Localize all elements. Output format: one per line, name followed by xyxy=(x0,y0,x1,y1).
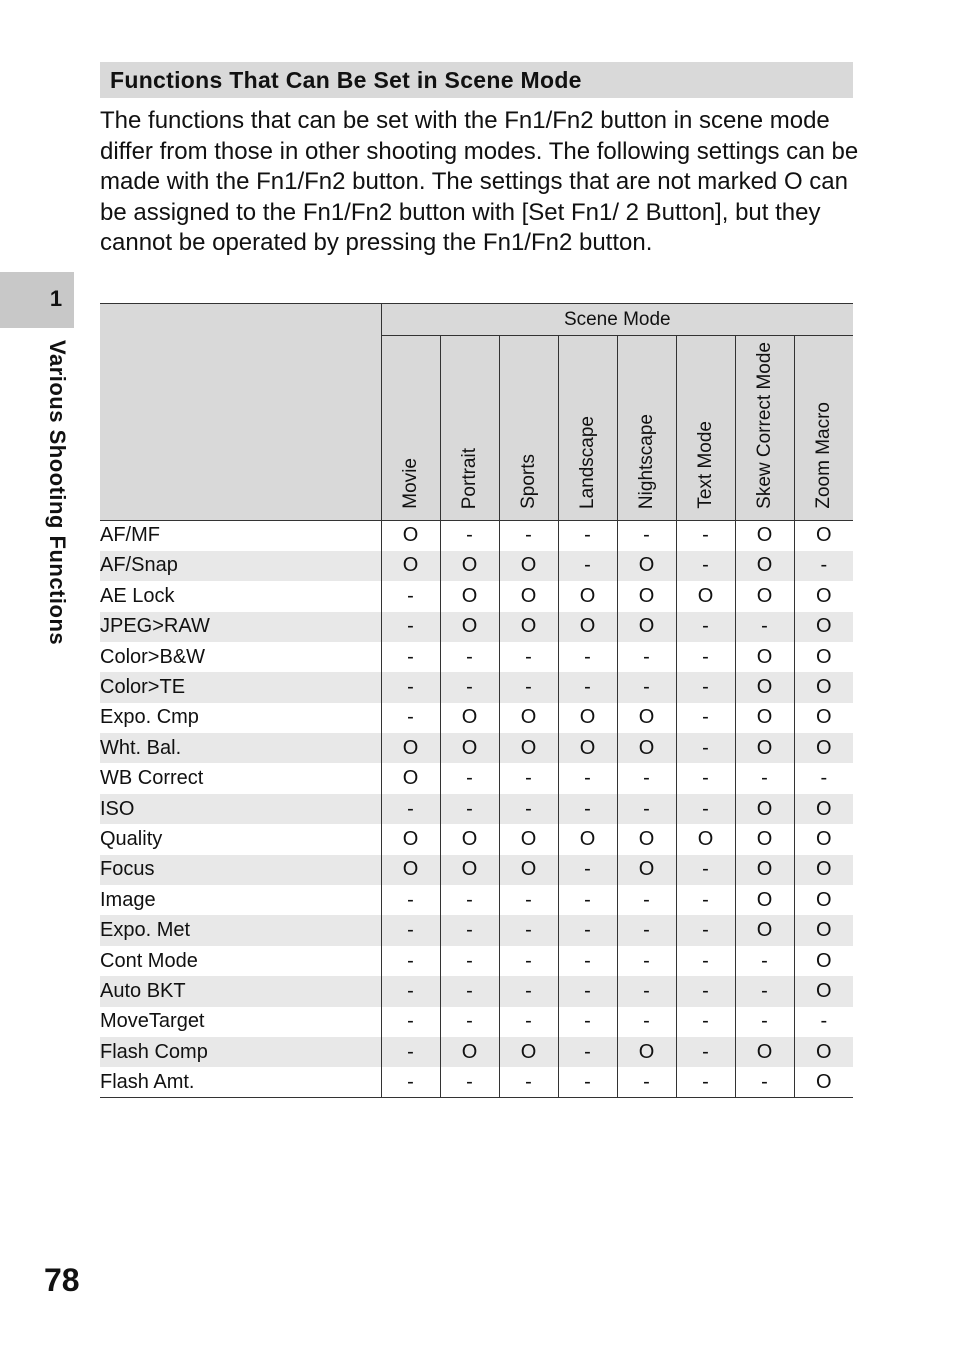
column-header-label: Skew Correct Mode xyxy=(753,342,775,509)
table-row xyxy=(100,976,853,1006)
availability-mark: - xyxy=(440,976,499,1006)
availability-mark: O xyxy=(440,551,499,581)
column-header-label: Landscape xyxy=(576,415,598,509)
body-paragraph: The functions that can be set with the Fn1/Fn2 button in scene mode differ from those in other shooting modes. The following settings can be made with the Fn1/Fn2 button. The settings that are not marked O can be assigned to the Fn1/Fn2 button with [Set Fn1/ 2 Button], but they cannot be operated by pressing the Fn1/Fn2 button. xyxy=(100,107,859,257)
availability-mark: O xyxy=(440,703,499,733)
availability-mark: O xyxy=(735,885,794,915)
availability-mark: - xyxy=(676,915,735,945)
availability-mark: O xyxy=(794,642,853,672)
availability-mark: - xyxy=(499,520,558,550)
availability-mark: - xyxy=(499,915,558,945)
availability-mark: - xyxy=(676,946,735,976)
function-name: Image xyxy=(100,888,156,911)
availability-mark: O xyxy=(617,824,676,854)
availability-mark: O xyxy=(381,763,440,793)
availability-mark: O xyxy=(617,612,676,642)
table-row xyxy=(100,581,853,611)
availability-mark: - xyxy=(735,612,794,642)
availability-mark: O xyxy=(617,1037,676,1067)
column-header xyxy=(499,336,558,521)
availability-mark: - xyxy=(617,520,676,550)
column-header xyxy=(676,336,735,521)
availability-mark: - xyxy=(381,672,440,702)
availability-mark: - xyxy=(735,1007,794,1037)
availability-mark: - xyxy=(558,1007,617,1037)
availability-mark: O xyxy=(794,520,853,550)
column-header-label: Portrait xyxy=(458,447,480,509)
availability-mark: O xyxy=(558,733,617,763)
availability-mark: - xyxy=(558,642,617,672)
availability-mark: - xyxy=(440,763,499,793)
availability-mark: - xyxy=(499,1007,558,1037)
availability-mark: - xyxy=(558,976,617,1006)
section-heading: Functions That Can Be Set in Scene Mode xyxy=(100,62,853,98)
function-name: Auto BKT xyxy=(100,979,186,1002)
availability-mark: - xyxy=(617,794,676,824)
availability-mark: - xyxy=(617,915,676,945)
availability-mark: - xyxy=(440,642,499,672)
column-header xyxy=(617,336,676,521)
availability-mark: - xyxy=(676,672,735,702)
availability-mark: O xyxy=(381,733,440,763)
availability-mark: - xyxy=(440,915,499,945)
availability-mark: - xyxy=(381,581,440,611)
availability-mark: - xyxy=(676,703,735,733)
availability-mark: O xyxy=(794,581,853,611)
availability-mark: - xyxy=(381,642,440,672)
function-name: WB Correct xyxy=(100,767,204,790)
availability-mark: O xyxy=(381,824,440,854)
availability-mark: O xyxy=(794,1067,853,1097)
availability-mark: - xyxy=(558,946,617,976)
availability-mark: - xyxy=(617,763,676,793)
function-name: Expo. Met xyxy=(100,919,191,942)
table-row xyxy=(100,946,853,976)
availability-mark: - xyxy=(440,885,499,915)
availability-mark: O xyxy=(440,855,499,885)
availability-mark: O xyxy=(794,915,853,945)
availability-mark: O xyxy=(735,551,794,581)
availability-mark: O xyxy=(381,855,440,885)
availability-mark: - xyxy=(381,1007,440,1037)
function-name: Color>TE xyxy=(100,675,186,698)
availability-mark: - xyxy=(499,885,558,915)
availability-mark: O xyxy=(735,703,794,733)
availability-mark: O xyxy=(735,915,794,945)
availability-mark: O xyxy=(794,733,853,763)
availability-mark: - xyxy=(558,1067,617,1097)
table-row xyxy=(100,824,853,854)
availability-mark: O xyxy=(440,733,499,763)
availability-mark: O xyxy=(499,612,558,642)
availability-mark: O xyxy=(794,612,853,642)
availability-mark: O xyxy=(735,672,794,702)
availability-mark: - xyxy=(558,915,617,945)
availability-mark: - xyxy=(499,794,558,824)
availability-mark: O xyxy=(558,612,617,642)
availability-mark: - xyxy=(499,642,558,672)
availability-mark: O xyxy=(794,976,853,1006)
table-row xyxy=(100,703,853,733)
availability-mark: - xyxy=(794,551,853,581)
availability-mark: O xyxy=(499,1037,558,1067)
availability-mark: - xyxy=(676,855,735,885)
function-name: Color>B&W xyxy=(100,645,206,668)
availability-mark: O xyxy=(794,885,853,915)
availability-mark: - xyxy=(499,976,558,1006)
availability-mark: - xyxy=(735,763,794,793)
chapter-number: 1 xyxy=(49,286,63,311)
availability-mark: O xyxy=(499,703,558,733)
availability-mark: - xyxy=(617,1007,676,1037)
function-name: MoveTarget xyxy=(100,1010,205,1033)
scene-mode-header: Scene Mode xyxy=(381,304,853,336)
availability-mark: - xyxy=(735,946,794,976)
availability-mark: O xyxy=(735,794,794,824)
availability-mark: - xyxy=(676,642,735,672)
function-name: Expo. Cmp xyxy=(100,706,199,729)
availability-mark: - xyxy=(794,1007,853,1037)
availability-mark: - xyxy=(558,1037,617,1067)
function-name: Focus xyxy=(100,858,155,881)
availability-mark: - xyxy=(558,763,617,793)
scene-mode-function-table xyxy=(100,303,853,1098)
availability-mark: - xyxy=(381,1037,440,1067)
availability-mark: - xyxy=(558,551,617,581)
availability-mark: - xyxy=(499,946,558,976)
table-row xyxy=(100,794,853,824)
table-body xyxy=(100,520,853,1097)
availability-mark: O xyxy=(499,824,558,854)
availability-mark: - xyxy=(676,1067,735,1097)
availability-mark: - xyxy=(499,763,558,793)
table-row xyxy=(100,915,853,945)
availability-mark: O xyxy=(617,733,676,763)
availability-mark: - xyxy=(676,794,735,824)
availability-mark: - xyxy=(617,885,676,915)
availability-mark: - xyxy=(558,855,617,885)
availability-mark: - xyxy=(617,1067,676,1097)
availability-mark: O xyxy=(617,703,676,733)
availability-mark: O xyxy=(794,946,853,976)
table-row xyxy=(100,551,853,581)
availability-mark: O xyxy=(440,612,499,642)
availability-mark: O xyxy=(381,551,440,581)
column-header-label: Nightscape xyxy=(635,413,657,509)
availability-mark: O xyxy=(440,581,499,611)
function-name: AE Lock xyxy=(100,584,175,607)
function-name: Flash Amt. xyxy=(100,1067,381,1097)
availability-mark: - xyxy=(676,1007,735,1037)
table-row xyxy=(100,1007,853,1037)
availability-mark: - xyxy=(676,1037,735,1067)
table-row xyxy=(100,672,853,702)
availability-mark: - xyxy=(440,672,499,702)
availability-mark: O xyxy=(794,794,853,824)
availability-mark: O xyxy=(499,551,558,581)
availability-mark: - xyxy=(676,733,735,763)
availability-mark: - xyxy=(381,1067,440,1097)
table-row xyxy=(100,855,853,885)
availability-mark: - xyxy=(381,946,440,976)
availability-mark: O xyxy=(735,1037,794,1067)
availability-mark: - xyxy=(440,520,499,550)
availability-mark: O xyxy=(735,824,794,854)
column-header xyxy=(558,336,617,521)
page-number: 78 xyxy=(44,1262,80,1298)
availability-mark: - xyxy=(499,1067,558,1097)
function-name: Cont Mode xyxy=(100,949,198,972)
availability-mark: - xyxy=(381,703,440,733)
column-header xyxy=(794,336,853,521)
availability-mark: - xyxy=(676,763,735,793)
availability-mark: - xyxy=(440,1067,499,1097)
availability-mark: O xyxy=(617,581,676,611)
column-header-label: Sports xyxy=(517,453,539,509)
availability-mark: O xyxy=(794,824,853,854)
availability-mark: - xyxy=(617,642,676,672)
availability-mark: O xyxy=(440,1037,499,1067)
availability-mark: O xyxy=(558,824,617,854)
availability-mark: O xyxy=(558,703,617,733)
availability-mark: O xyxy=(676,581,735,611)
function-name: JPEG>RAW xyxy=(100,615,210,638)
table-corner-cell xyxy=(100,304,381,521)
availability-mark: - xyxy=(676,551,735,581)
availability-mark: O xyxy=(558,581,617,611)
availability-mark: - xyxy=(558,885,617,915)
table-row xyxy=(100,885,853,915)
availability-mark: - xyxy=(440,946,499,976)
table-row xyxy=(100,642,853,672)
function-name: Quality xyxy=(100,827,163,850)
column-header xyxy=(381,336,440,521)
availability-mark: O xyxy=(794,672,853,702)
availability-mark: O xyxy=(794,703,853,733)
availability-mark: - xyxy=(558,672,617,702)
table-row xyxy=(100,612,853,642)
availability-mark: O xyxy=(440,824,499,854)
column-header xyxy=(440,336,499,521)
availability-mark: - xyxy=(381,915,440,945)
availability-mark: O xyxy=(676,824,735,854)
availability-mark: O xyxy=(499,581,558,611)
availability-mark: O xyxy=(381,520,440,550)
availability-mark: - xyxy=(617,946,676,976)
availability-mark: - xyxy=(381,794,440,824)
availability-mark: - xyxy=(558,794,617,824)
function-name: Wht. Bal. xyxy=(100,736,182,759)
function-name: Flash Comp xyxy=(100,1040,208,1063)
function-name: ISO xyxy=(100,797,135,820)
function-name: AF/Snap xyxy=(100,554,178,577)
chapter-title: Various Shooting Functions xyxy=(45,340,70,646)
availability-mark: - xyxy=(676,520,735,550)
availability-mark: - xyxy=(676,976,735,1006)
function-name: AF/MF xyxy=(100,524,160,547)
availability-mark: - xyxy=(735,1067,794,1097)
availability-mark: - xyxy=(440,794,499,824)
table-row xyxy=(100,733,853,763)
column-header-label: Movie xyxy=(399,458,421,509)
availability-mark: - xyxy=(499,672,558,702)
table-row xyxy=(100,1067,853,1097)
availability-mark: O xyxy=(735,642,794,672)
availability-mark: - xyxy=(381,976,440,1006)
availability-mark: O xyxy=(735,733,794,763)
availability-mark: O xyxy=(735,520,794,550)
availability-mark: - xyxy=(735,976,794,1006)
availability-mark: O xyxy=(499,855,558,885)
availability-mark: O xyxy=(794,855,853,885)
availability-mark: - xyxy=(617,976,676,1006)
availability-mark: O xyxy=(499,733,558,763)
availability-mark: - xyxy=(676,612,735,642)
column-header-label: Text Mode xyxy=(694,421,716,509)
availability-mark: - xyxy=(381,612,440,642)
availability-mark: - xyxy=(381,885,440,915)
availability-mark: - xyxy=(440,1007,499,1037)
availability-mark: - xyxy=(676,885,735,915)
table-row xyxy=(100,520,853,550)
column-header xyxy=(735,336,794,521)
availability-mark: O xyxy=(617,551,676,581)
availability-mark: O xyxy=(617,855,676,885)
availability-mark: - xyxy=(794,763,853,793)
availability-mark: O xyxy=(794,1037,853,1067)
availability-mark: - xyxy=(617,672,676,702)
table-row xyxy=(100,1037,853,1067)
availability-mark: O xyxy=(735,581,794,611)
column-header-label: Zoom Macro xyxy=(812,402,834,509)
table-row xyxy=(100,763,853,793)
availability-mark: - xyxy=(558,520,617,550)
availability-mark: O xyxy=(735,855,794,885)
